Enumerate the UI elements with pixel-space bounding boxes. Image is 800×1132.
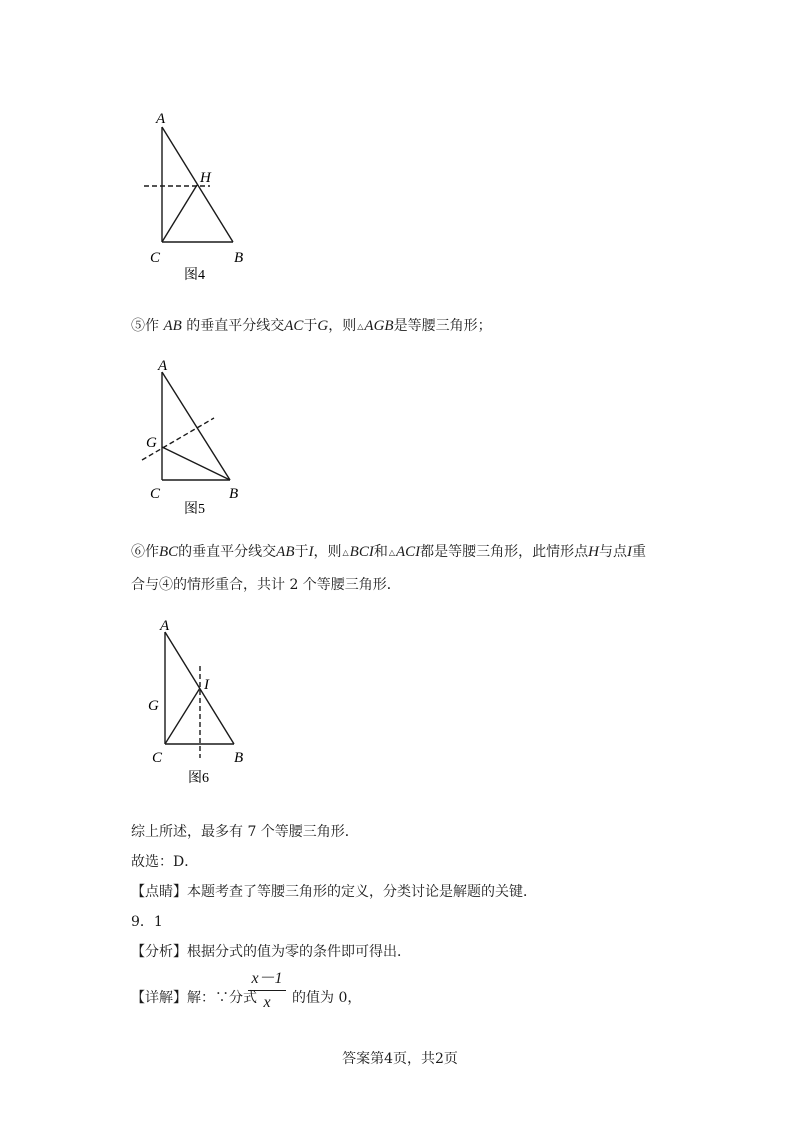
fig6-caption: 图6 <box>188 771 209 786</box>
comment-text: 【点睛】本题考查了等腰三角形的定义，分类讨论是解题的关键． <box>131 884 537 900</box>
summary-text: 综上所述，最多有 7 个等腰三角形． <box>131 824 359 840</box>
figure-4 <box>130 105 270 285</box>
triangle-symbol: △ <box>388 548 395 557</box>
fig6-label-a: A <box>160 618 170 634</box>
fraction-numerator: x－1 <box>251 970 283 987</box>
fig4-label-c: C <box>150 250 161 266</box>
figure-6 <box>130 612 270 792</box>
fig6-label-b: B <box>234 750 244 766</box>
fig6-label-c: C <box>152 750 163 766</box>
fig6-label-i: I <box>204 677 209 693</box>
triangle-symbol: △ <box>342 548 349 557</box>
fig5-label-b: B <box>229 486 239 502</box>
answer-text: 故选：D． <box>131 854 199 870</box>
fig5-label-c: C <box>150 486 161 502</box>
q9-detail-suffix: 的值为 0， <box>292 990 362 1006</box>
q9-number: 9．1 <box>131 914 163 930</box>
fig5-caption: 图5 <box>184 502 205 517</box>
figure-5 <box>130 352 270 522</box>
fraction-denominator: x <box>263 994 271 1011</box>
fig4-label-b: B <box>234 250 244 266</box>
fig6-segment-ci <box>165 688 200 744</box>
q9-analysis: 【分析】根据分式的值为零的条件即可得出． <box>131 944 411 960</box>
fig6-label-g: G <box>148 698 159 714</box>
fraction-bar <box>248 990 286 991</box>
step6-text-line1: ⑥作BC的垂直平分线交AB于I，则△BCI和△ACI都是等腰三角形，此情形点H与点I重 <box>131 544 646 560</box>
step5-text: ⑤作 AB 的垂直平分线交AC于G，则△AGB是等腰三角形； <box>131 318 492 334</box>
fig4-segment-ch <box>162 185 197 242</box>
fraction <box>248 969 286 1013</box>
triangle-symbol: △ <box>357 322 364 331</box>
fig5-label-a: A <box>158 358 168 374</box>
fig4-label-h: H <box>200 170 211 186</box>
fig4-label-a: A <box>156 111 166 127</box>
page-footer: 答案第4页，共2页 <box>342 1051 458 1067</box>
fig4-caption: 图4 <box>184 268 205 283</box>
step6-text-line2: 合与④的情形重合，共计 2 个等腰三角形． <box>131 577 401 593</box>
q9-detail-prefix: 【详解】解：∵分式 <box>131 990 257 1006</box>
fig5-label-g: G <box>146 435 157 451</box>
